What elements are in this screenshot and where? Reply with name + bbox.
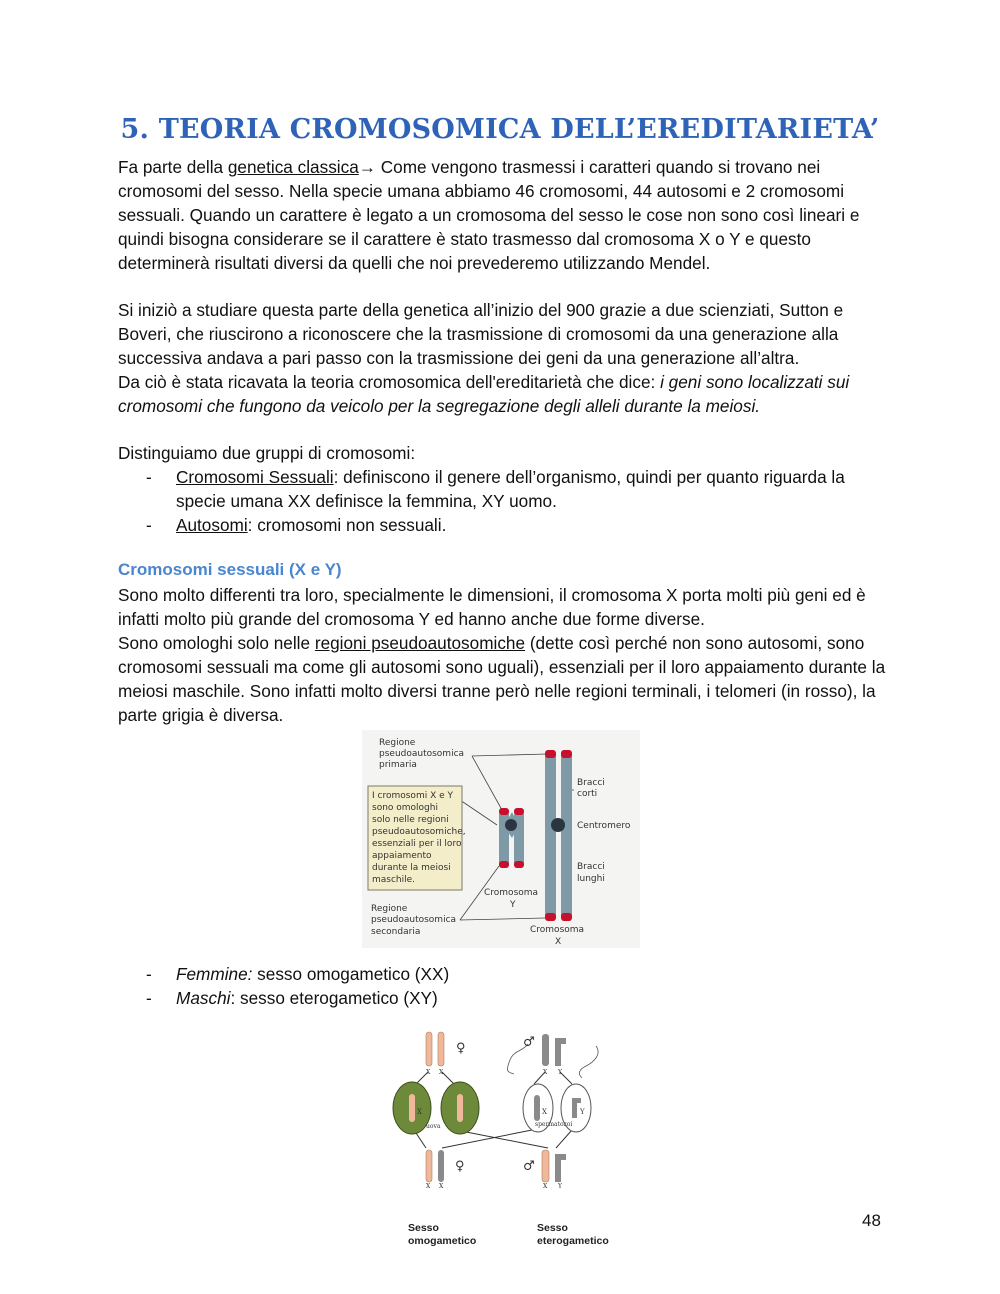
box-line: essenziali per il loro: [372, 839, 462, 849]
female-symbol: ♀: [456, 1041, 466, 1056]
x-label: X: [542, 1108, 547, 1116]
theory-definition: i geni sono localizzati sui cromosomi che fungono da veicolo per la segregazione degli alleli durante la meiosi.: [118, 372, 850, 416]
x-label: X: [417, 1108, 422, 1116]
centromere: [551, 818, 565, 832]
term-description: : cromosomi non sessuali.: [247, 515, 447, 535]
centromere: [505, 819, 517, 831]
label-bracci-lunghi-1: Bracci: [577, 862, 605, 872]
intro-rest: → Come vengono trasmessi i caratteri quando si trovano nei cromosomi del sesso. Nella specie umana abbiamo 46 cromosomi, 44 autosomi e 2 cromosomi sessuali. Quando un carattere è legato a un cromosoma del sesso le cose non sono così lineari e quindi bisogna considerare se il carattere è stato trasmesso dal cromosoma X o Y e questo determinerà risultati diversi da quelli che noi prevederemo utilizzando Mendel.: [118, 157, 860, 273]
svg-text:pseudoautosomica: [379, 749, 464, 759]
telomere: [545, 913, 556, 921]
history-block: [118, 298, 890, 418]
telomere: [499, 808, 509, 815]
list-item: [118, 986, 890, 1010]
gametic-sex-list: [118, 962, 890, 1010]
groups-block: [118, 441, 890, 537]
label-secondary-1: Regione: [371, 904, 408, 914]
offspring-chromosome: [426, 1150, 432, 1182]
box-line: maschile.: [372, 875, 416, 885]
telomere: [561, 913, 572, 921]
box-line: I cromosomi X e Y: [372, 791, 453, 801]
term-autosomi[interactable]: Autosomi: [176, 515, 248, 535]
label-x: X: [555, 937, 562, 947]
female-symbol: ♀: [455, 1159, 465, 1174]
x-label: X: [426, 1183, 431, 1190]
box-line: solo nelle regioni: [372, 815, 449, 825]
label-primary-1: Regione: [379, 738, 416, 748]
telomere: [561, 750, 572, 758]
caption-eterogametico-1: Sesso: [537, 1222, 568, 1234]
male-symbol: ♂: [523, 1035, 535, 1050]
label-bracci-corti-1: Bracci: [577, 778, 605, 788]
y-label: Y: [558, 1069, 562, 1076]
x-label: X: [543, 1183, 548, 1190]
female-chromosome: [426, 1032, 432, 1066]
x-label: X: [439, 1183, 444, 1190]
label-cromosoma-y: Cromosoma: [484, 888, 539, 898]
sperm-label: spermatozoi: [535, 1121, 573, 1128]
theory-paragraph: [118, 370, 890, 418]
xy-chromosome-figure: [362, 730, 640, 948]
label-centromero: Centromero: [577, 821, 631, 831]
dash-bullet: -: [146, 467, 152, 487]
box-line: appaiamento: [372, 851, 432, 861]
caption-omogametico-2: omogametico: [408, 1235, 477, 1247]
label-primary-3: primaria: [379, 760, 417, 770]
intro-paragraph: [118, 155, 890, 275]
male-chromosome-x: [542, 1034, 549, 1066]
dash-bullet: -: [146, 515, 152, 535]
box-line: sono omologhi: [372, 803, 438, 813]
term-description: : sesso eterogametico (XY): [230, 988, 438, 1008]
list-item: [118, 962, 890, 986]
chapter-title: 5. TEORIA CROMOSOMICA DELL’EREDITARIETA’: [120, 114, 880, 145]
telomere: [514, 861, 524, 868]
label-secondary-2: pseudoautosomica: [371, 915, 457, 925]
male-chromosome-y: [555, 1038, 566, 1066]
offspring-chromosome: [542, 1150, 549, 1182]
differences-paragraph: Sono molto differenti tra loro, specialmente le dimensioni, il cromosoma X porta molti più geni ed è infatti molto più grande del cromosoma Y ed hanno anche due forme diverse.: [118, 585, 866, 629]
label-bracci-lunghi-2: lunghi: [577, 874, 605, 884]
x-label: X: [543, 1069, 548, 1076]
dash-bullet: -: [146, 964, 152, 984]
term-cromosomi-sessuali[interactable]: Cromosomi Sessuali: [176, 467, 334, 487]
x-label: X: [426, 1069, 431, 1076]
caption-omogametico-1: Sesso: [408, 1222, 439, 1234]
term-femmine: Femmine:: [176, 964, 253, 984]
box-line: pseudoautosomiche,: [372, 827, 466, 837]
section-subheading: Cromosomi sessuali (X e Y): [118, 560, 342, 579]
eggs-label: uova: [426, 1123, 441, 1130]
y-label: Y: [558, 1183, 562, 1190]
history-paragraph: Si iniziò a studiare questa parte della genetica all’inizio del 900 grazie a due scienziati, Sutton e Boveri, che riuscirono a riconoscere che la trasmissione di cromosomi da una generazione alla successiva andava a pari passo con la trasmissione dei geni da una generazione all’altra.: [118, 300, 844, 368]
sex-chromosomes-block: [118, 583, 890, 727]
pseudo-prefix: Sono omologhi solo nelle: [118, 633, 315, 653]
regioni-pseudoautosomiche-link[interactable]: regioni pseudoautosomiche: [314, 633, 526, 653]
term-description: : definiscono il genere dell’organismo, quindi per quanto riguarda la specie umana XX definisce la femmina, XY uomo.: [176, 467, 845, 511]
page-number: 48: [862, 1211, 881, 1230]
groups-intro: Distinguiamo due gruppi di cromosomi:: [118, 443, 416, 463]
x-label: X: [439, 1069, 444, 1076]
term-description: sesso omogametico (XX): [252, 964, 450, 984]
telomere: [499, 861, 509, 868]
label-y: Y: [510, 900, 516, 910]
male-symbol: ♂: [523, 1159, 535, 1174]
term-maschi: Maschi: [176, 988, 231, 1008]
label-secondary-3: secondaria: [371, 927, 421, 937]
list-item: [118, 465, 890, 513]
theory-prefix: Da ciò è stata ricavata la teoria cromosomica dell'ereditarietà che dice:: [118, 372, 661, 392]
label-primary-2: pseudoautosomica: [379, 749, 465, 759]
pseudo-rest: (dette così perché non sono autosomi, sono cromosomi sessuali ma come gli autosomi sono uguali), essenziali per il loro appaiamento durante la meiosi maschile. Sono infatti molto diversi tranne però nelle regioni terminali, i telomeri (in rosso), la parte grigia è diversa.: [118, 633, 886, 725]
label-cromosoma-x: Cromosoma: [530, 925, 585, 935]
gametic-sex-block: [118, 962, 890, 1010]
offspring-chromosome: [438, 1150, 444, 1182]
list-item: [118, 513, 890, 537]
dash-bullet: -: [146, 988, 152, 1008]
box-line: durante la meiosi: [372, 863, 451, 873]
svg-text:Regione: [379, 738, 416, 748]
gametes-figure: [382, 1022, 622, 1252]
y-label: Y: [580, 1108, 585, 1116]
intro-prefix: Fa parte della: [118, 157, 228, 177]
pseudoautosomal-paragraph: [118, 631, 890, 727]
svg-text:primaria: [379, 760, 417, 770]
caption-eterogametico-2: eterogametico: [537, 1235, 609, 1247]
chromosome-groups-list: [118, 465, 890, 537]
telomere: [514, 808, 524, 815]
genetica-classica-link[interactable]: genetica classica: [227, 157, 359, 177]
offspring-chromosome: [555, 1154, 566, 1182]
label-bracci-corti-2: corti: [577, 789, 598, 799]
female-chromosome: [438, 1032, 444, 1066]
